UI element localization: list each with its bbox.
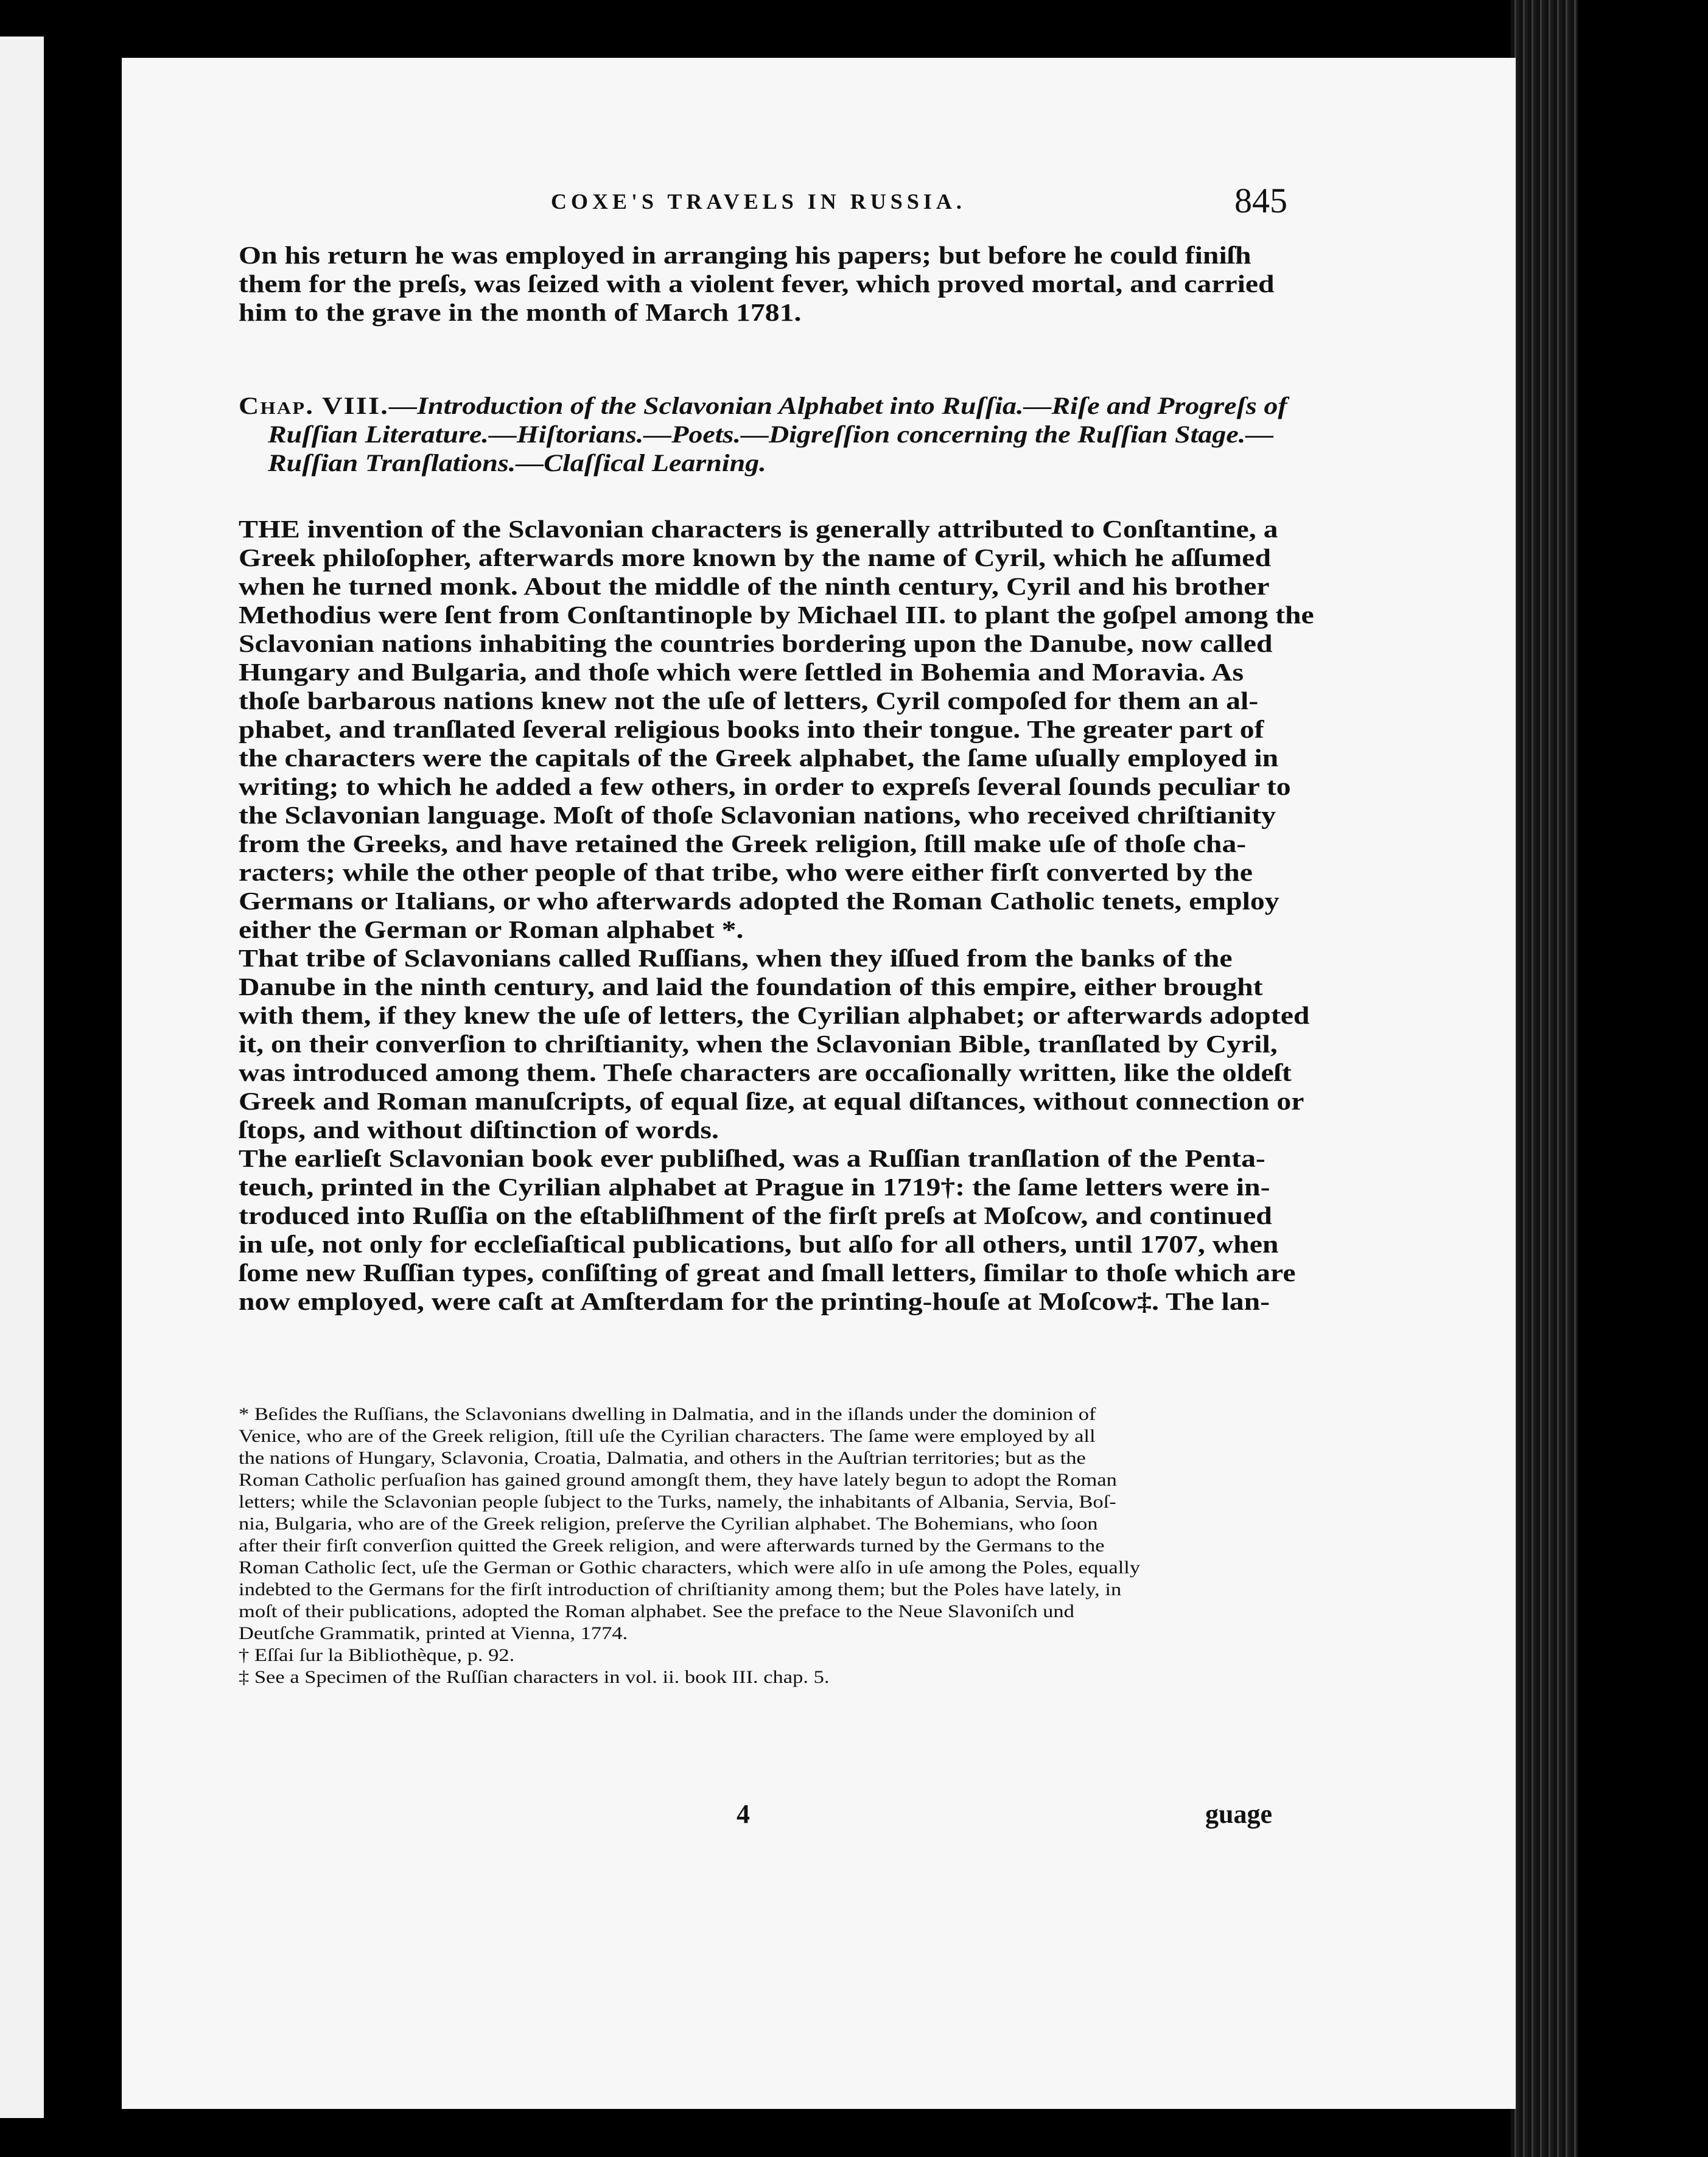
footnote-line: Roman Catholic perſuaſion has gained ground amongſt them, they have lately begun to adopt the Roman (239, 1470, 1117, 1490)
text-line: now employed, were caſt at Amſterdam for the printing-houſe at Moſcow‡. The lan- (239, 1287, 1270, 1315)
text-line: ſome new Ruſſian types, conſiſting of great and ſmall letters, ſimilar to thoſe which are (239, 1259, 1296, 1287)
text-line: when he turned monk. About the middle of the ninth century, Cyril and his brother (239, 572, 1270, 600)
text-line: ſtops, and without diſtinction of words. (239, 1116, 719, 1144)
text-line: The earlieſt Sclavonian book ever publiſhed, was a Ruſſian tranſlation of the Penta- (239, 1144, 1265, 1172)
footnote-line: † Eſſai ſur la Bibliothèque, p. 92. (239, 1645, 515, 1665)
text-line: Hungary and Bulgaria, and thoſe which were ſettled in Bohemia and Moravia. As (239, 658, 1244, 686)
text-line: THE invention of the Sclavonian characters is generally attributed to Conſtantine, a (239, 515, 1278, 543)
footnote-line: after their firſt converſion quitted the Greek religion, and were afterwards turned by the Germans to the (239, 1536, 1105, 1556)
catchword: guage (1205, 1799, 1272, 1829)
text-line: On his return he was employed in arranging his papers; but before he could finiſh (239, 241, 1251, 269)
text-line: in uſe, not only for eccleſiaſtical publications, but alſo for all others, until 1707, when (239, 1230, 1279, 1258)
chapter-line: Ruſſian Literature.—Hiſtorians.—Poets.—Digreſſion concerning the Ruſſian Stage.— (268, 421, 1274, 448)
text-line: writing; to which he added a few others, in order to expreſs ſeveral ſounds peculiar to (239, 772, 1291, 800)
page-edges (1511, 0, 1708, 2157)
running-title: COXE'S TRAVELS IN RUSSIA. (551, 189, 966, 214)
text-line: teuch, printed in the Cyrilian alphabet at Prague in 1719†: the ſame letters were in- (239, 1173, 1270, 1201)
text-line: Sclavonian nations inhabiting the countries bordering upon the Danube, now called (239, 629, 1273, 657)
text-line: phabet, and tranſlated ſeveral religious books into their tongue. The greater part of (239, 715, 1264, 743)
text-line: troduced into Ruſſia on the eſtabliſhment of the firſt preſs at Moſcow, and continued (239, 1201, 1272, 1229)
chapter-line: Ruſſian Tranſlations.—Claſſical Learning. (268, 449, 766, 477)
text-line: Greek philoſopher, afterwards more known by the name of Cyril, which he aſſumed (239, 544, 1272, 572)
footnote-line: indebted to the Germans for the firſt introduction of chriſtianity among them; but the Poles have lately, in (239, 1579, 1122, 1599)
text-line: it, on their converſion to chriſtianity, when the Sclavonian Bible, tranſlated by Cyril, (239, 1030, 1278, 1058)
chapter-label: Chap. VIII. (239, 392, 390, 419)
footnote-line: nia, Bulgaria, who are of the Greek religion, preſerve the Cyrilian alphabet. The Bohemians, who ſoon (239, 1514, 1098, 1534)
running-head (122, 181, 1516, 225)
text-line: Greek and Roman manuſcripts, of equal ſize, at equal diſtances, without connection or (239, 1087, 1304, 1115)
text-line: racters; while the other people of that tribe, who were either firſt converted by the (239, 858, 1253, 886)
text-line: either the German or Roman alphabet *. (239, 915, 744, 943)
text-line: was introduced among them. Theſe characters are occaſionally written, like the oldeſt (239, 1058, 1292, 1086)
page-number: 845 (1234, 181, 1287, 220)
text-line: the characters were the capitals of the Greek alphabet, the ſame uſually employed in (239, 744, 1279, 772)
chapter-line (239, 391, 1287, 420)
text-line: the Sclavonian language. Moſt of thoſe Sclavonian nations, who received chriſtianity (239, 801, 1276, 829)
signature-mark: 4 (737, 1799, 750, 1829)
left-page-edge (0, 37, 44, 2118)
book-page (122, 58, 1516, 2109)
text-line: Methodius were ſent from Conſtantinople by Michael III. to plant the goſpel among the (239, 601, 1314, 629)
footnote-line: Roman Catholic ſect, uſe the German or Gothic characters, which were alſo in uſe among the Poles, equally (239, 1557, 1141, 1578)
text-line: him to the grave in the month of March 1781. (239, 298, 802, 326)
chapter-summary: —Introduction of the Sclavonian Alphabet into Ruſſia.—Riſe and Progreſs of (389, 392, 1287, 419)
text-line: them for the preſs, was ſeized with a violent fever, which proved mortal, and carried (239, 270, 1275, 298)
footnote-line: ‡ See a Specimen of the Ruſſian characters in vol. ii. book III. chap. 5. (239, 1667, 830, 1687)
footnote-line: Deutſche Grammatik, printed at Vienna, 1774. (239, 1623, 628, 1643)
text-line: from the Greeks, and have retained the Greek religion, ſtill make uſe of thoſe cha- (239, 830, 1247, 858)
footnote-line: moſt of their publications, adopted the Roman alphabet. See the preface to the Neue Slavoniſch und (239, 1601, 1074, 1621)
footnote-line: * Beſides the Ruſſians, the Sclavonians dwelling in Dalmatia, and in the iſlands under the dominion of (239, 1404, 1096, 1424)
text-line: Danube in the ninth century, and laid the foundation of this empire, either brought (239, 973, 1263, 1001)
footnote-line: letters; while the Sclavonian people ſubject to the Turks, namely, the inhabitants of Albania, Servia, Boſ- (239, 1492, 1116, 1512)
text-line: That tribe of Sclavonians called Ruſſians, when they iſſued from the banks of the (239, 944, 1233, 972)
text-line: Germans or Italians, or who afterwards adopted the Roman Catholic tenets, employ (239, 887, 1279, 915)
page-foot (122, 1799, 1516, 1835)
text-line: thoſe barbarous nations knew not the uſe of letters, Cyril compoſed for them an al- (239, 687, 1259, 715)
footnote-line: the nations of Hungary, Sclavonia, Croatia, Dalmatia, and others in the Auſtrian territories; but as the (239, 1448, 1086, 1468)
footnote-line: Venice, who are of the Greek religion, ſtill uſe the Cyrilian characters. The ſame were employed by all (239, 1426, 1096, 1446)
text-line: with them, if they knew the uſe of letters, the Cyrilian alphabet; or afterwards adopted (239, 1001, 1310, 1029)
